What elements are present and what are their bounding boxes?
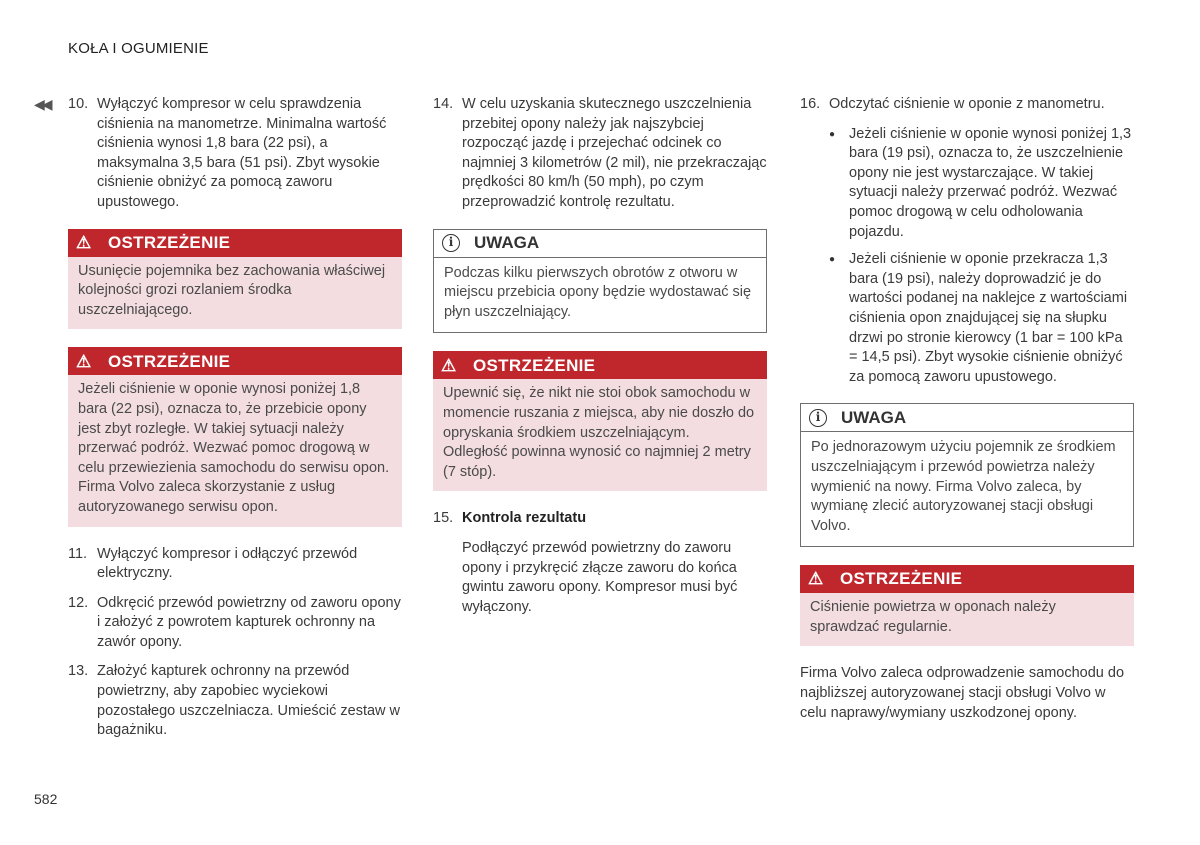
step-16 [800,95,1134,115]
list-item-text: Jeżeli ciśnienie w oponie wynosi poniżej 1,3 bara (19 psi), oznacza to, że uszczelnienie opony nie jest wystarczające. W takiej sytuacji należy przerwać podróż. Wezwać pomoc drogową w celu odholowania pojazdu. [849,125,1132,240]
step-text: Założyć kapturek ochronny na przewód powietrzny, aby zapobiec wyciekowi pozostałego uszczelniacza. Umieścić zestaw w bagażniku. [97,663,401,739]
bullet-icon: ● [829,254,836,266]
warning-header [433,351,767,379]
step-12 [68,594,402,653]
warning-triangle-icon: ⚠ [441,355,457,375]
step-number: 13. [68,663,89,680]
warning-box [68,347,402,526]
warning-text: Upewnić się, że nikt nie stoi obok samochodu w momencie ruszania z miejsca, aby nie doszło do opryskania środkiem uszczelniającym. Odległość powinna wynosić co najmniej 2 metry (7 stóp). [433,379,767,491]
step-number: 16. [800,96,821,112]
step-text: Wyłączyć kompresor w celu sprawdzenia ciśnienia na manometrze. Minimalna wartość ciśnienia wynosi 1,8 bara (22 psi), a maksymalna 3,5 bara (51 psi). Zbyt wysokie ciśnienie obniżyć za pomocą zaworu upustowego. [97,96,387,210]
step-number: 14. [433,96,454,112]
note-text: Po jednorazowym użyciu pojemnik ze środkiem uszczelniającym i przewód powietrza należy wymienić na nowy. Firma Volvo zaleca, by wymianę zlecić autoryzowanej stacji obsługi Volvo. [811,439,1116,534]
warning-box [433,351,767,491]
page-header: KOŁA I OGUMIENIE [68,40,209,57]
step-14 [433,95,767,213]
warning-text: Usunięcie pojemnika bez zachowania właściwej kolejności grozi rozlaniem środka uszczelniającego. [68,257,402,330]
warning-header [800,565,1134,593]
warning-title: OSTRZEŻENIE [473,355,596,375]
warning-title: OSTRZEŻENIE [108,232,231,252]
warning-text: Ciśnienie powietrza w oponach należy sprawdzać regularnie. [800,593,1134,646]
step-text: Podłączyć przewód powietrzny do zaworu opony i przykręcić złącze zaworu do końca gwintu zaworu opony. Kompresor musi być wyłączony. [462,539,738,615]
warning-triangle-icon: ⚠ [76,232,92,252]
column-3 [800,95,1134,723]
note-box [433,229,767,334]
step-text: Wyłączyć kompresor i odłączyć przewód elektryczny. [97,545,358,582]
bullet-icon: ● [829,128,836,140]
back-arrows-icon[interactable]: ◀◀ [34,96,50,112]
warning-title: OSTRZEŻENIE [840,569,963,589]
step-11 [68,545,402,584]
list-item [829,250,1134,387]
closing-paragraph: Firma Volvo zaleca odprowadzenie samochodu do najbliższej autoryzowanej stacji obsługi Volvo w celu naprawy/wymiany uszkodzonej opony. [800,665,1125,721]
note-title: UWAGA [474,233,540,253]
warning-title: OSTRZEŻENIE [108,351,231,371]
info-icon: i [442,234,460,252]
column-1 [68,95,402,751]
warning-box [68,229,402,330]
step-number: 10. [68,96,89,112]
list-item [829,125,1134,243]
warning-triangle-icon: ⚠ [76,351,92,371]
step-title: Kontrola rezultatu [462,510,587,527]
step-number: 11. [68,545,88,562]
info-icon: i [809,409,827,427]
step-text: W celu uzyskania skutecznego uszczelnienia przebitej opony należy jak najszybciej rozpocząć jazdę i przejechać odcinek co najmniej 3 kilometrów (2 mil), nie przekraczając prędkości 80 km/h (50 mph), po czym przeprowadzić kontrolę rezultatu. [462,96,767,210]
column-2 [433,95,767,617]
note-header [801,404,1133,432]
list-item-text: Jeżeli ciśnienie w oponie przekracza 1,3 bara (19 psi), należy doprowadzić je do wartości podanej na naklejce z wartościami ciśnienia opon znajdującej się na słupku drzwi po stronie kierowcy (1 bar = 100 kPa = 14,5 psi). Zbyt wysokie ciśnienie obniżyć za pomocą zaworu upustowego. [849,251,1128,385]
warning-triangle-icon: ⚠ [808,569,824,589]
step-10 [68,95,402,213]
warning-header [68,229,402,257]
warning-header [68,347,402,375]
warning-text: Jeżeli ciśnienie w oponie wynosi poniżej 1,8 bara (22 psi), oznacza to, że przebicie opony jest zbyt rozległe. W takiej sytuacji należy przerwać podróż. Wezwać pomoc drogową w celu przewiezienia samochodu do serwisu opon. Firma Volvo zaleca skorzystanie z usług autoryzowanego serwisu opon. [68,375,402,526]
note-text: Podczas kilku pierwszych obrotów z otworu w miejscu przebicia opony będzie wydostawać się płyn uszczelniający. [444,264,752,320]
note-box [800,403,1134,547]
warning-box [800,565,1134,646]
step-15 [433,509,767,529]
step-number: 12. [68,594,89,611]
note-title: UWAGA [841,408,907,428]
step-13 [68,662,402,740]
step-text: Odczytać ciśnienie w oponie z manometru. [829,96,1105,112]
bullet-list [829,125,1134,388]
note-header [434,230,766,258]
page-number: 582 [34,791,58,807]
step-text: Odkręcić przewód powietrzny od zaworu opony i założyć z powrotem kapturek ochronny na zawór opony. [97,594,401,650]
step-number: 15. [433,510,454,527]
